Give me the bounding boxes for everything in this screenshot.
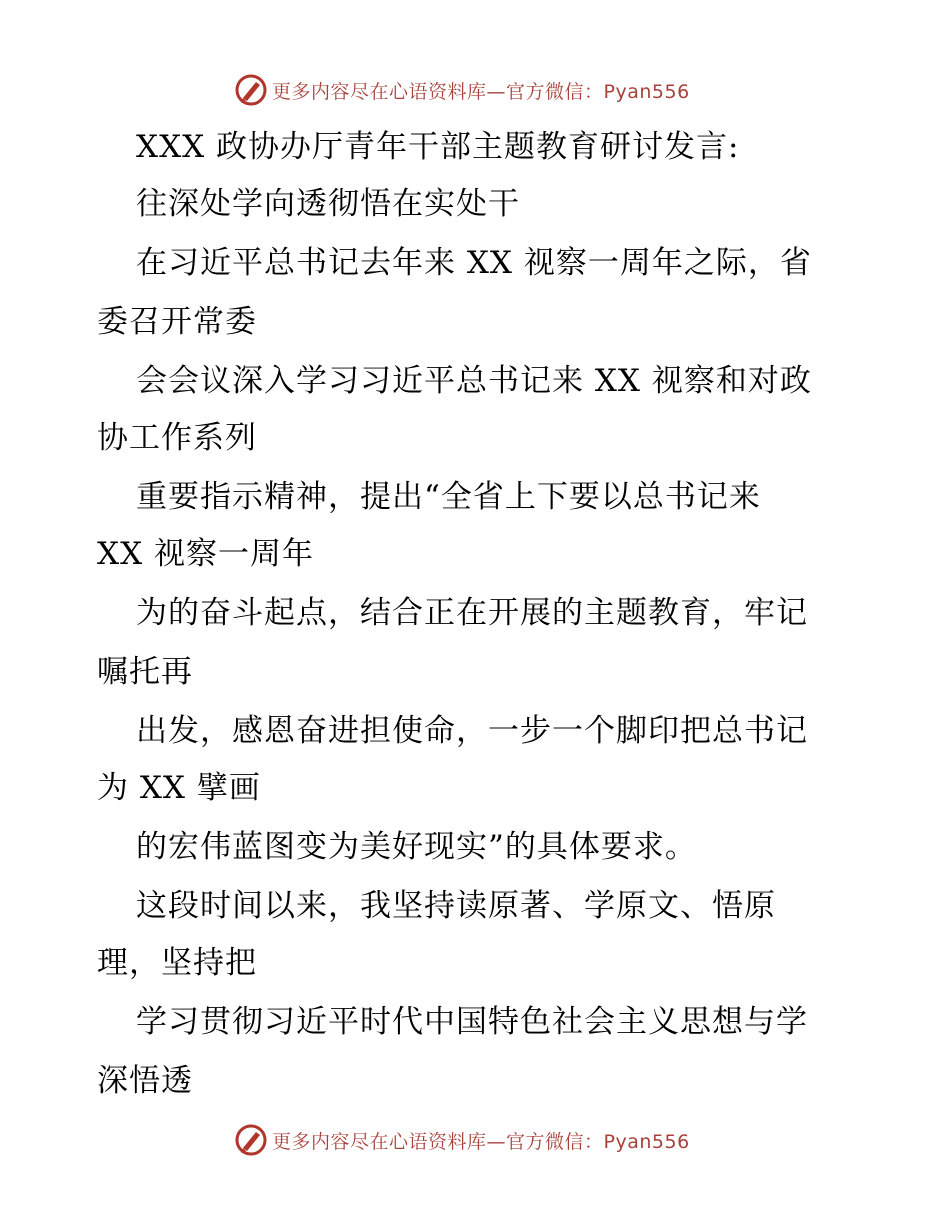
doc-line: 为的奋斗起点，结合正在开展的主题教育，牢记 [136, 595, 808, 631]
doc-line: 理，坚持把 [97, 945, 257, 981]
doc-line: 协工作系列 [97, 420, 257, 456]
doc-line: 为 XX 擘画 [97, 770, 261, 806]
doc-line: 会会议深入学习习近平总书记来 XX 视察和对政 [136, 363, 812, 399]
doc-subtitle: 往深处学向透彻悟在实处干 [136, 186, 520, 222]
doc-line: 嘱托再 [97, 654, 193, 690]
footer-banner [234, 1122, 690, 1158]
doc-line: 深悟透 [97, 1063, 193, 1099]
doc-line: 学习贯彻习近平时代中国特色社会主义思想与学 [136, 1004, 808, 1040]
footer-banner-text: 更多内容尽在心语资料库—官方微信：Pyan556 [272, 1130, 690, 1153]
doc-line: 出发，感恩奋进担使命，一步一个脚印把总书记 [136, 713, 808, 749]
doc-line: 委召开常委 [97, 304, 257, 340]
doc-line: 这段时间以来，我坚持读原著、学原文、悟原 [136, 888, 776, 924]
doc-title: XXX 政协办厅青年干部主题教育研讨发言: [136, 129, 740, 165]
doc-line: XX 视察一周年 [97, 536, 314, 572]
doc-line: 的宏伟蓝图变为美好现实”的具体要求。 [136, 829, 697, 865]
doc-line: 在习近平总书记去年来 XX 视察一周年之际，省 [136, 245, 812, 281]
doc-line: 重要指示精神，提出“全省上下要以总书记来 [136, 479, 761, 515]
header-banner-text: 更多内容尽在心语资料库—官方微信：Pyan556 [272, 80, 690, 103]
pen-seal-icon [234, 1123, 268, 1157]
